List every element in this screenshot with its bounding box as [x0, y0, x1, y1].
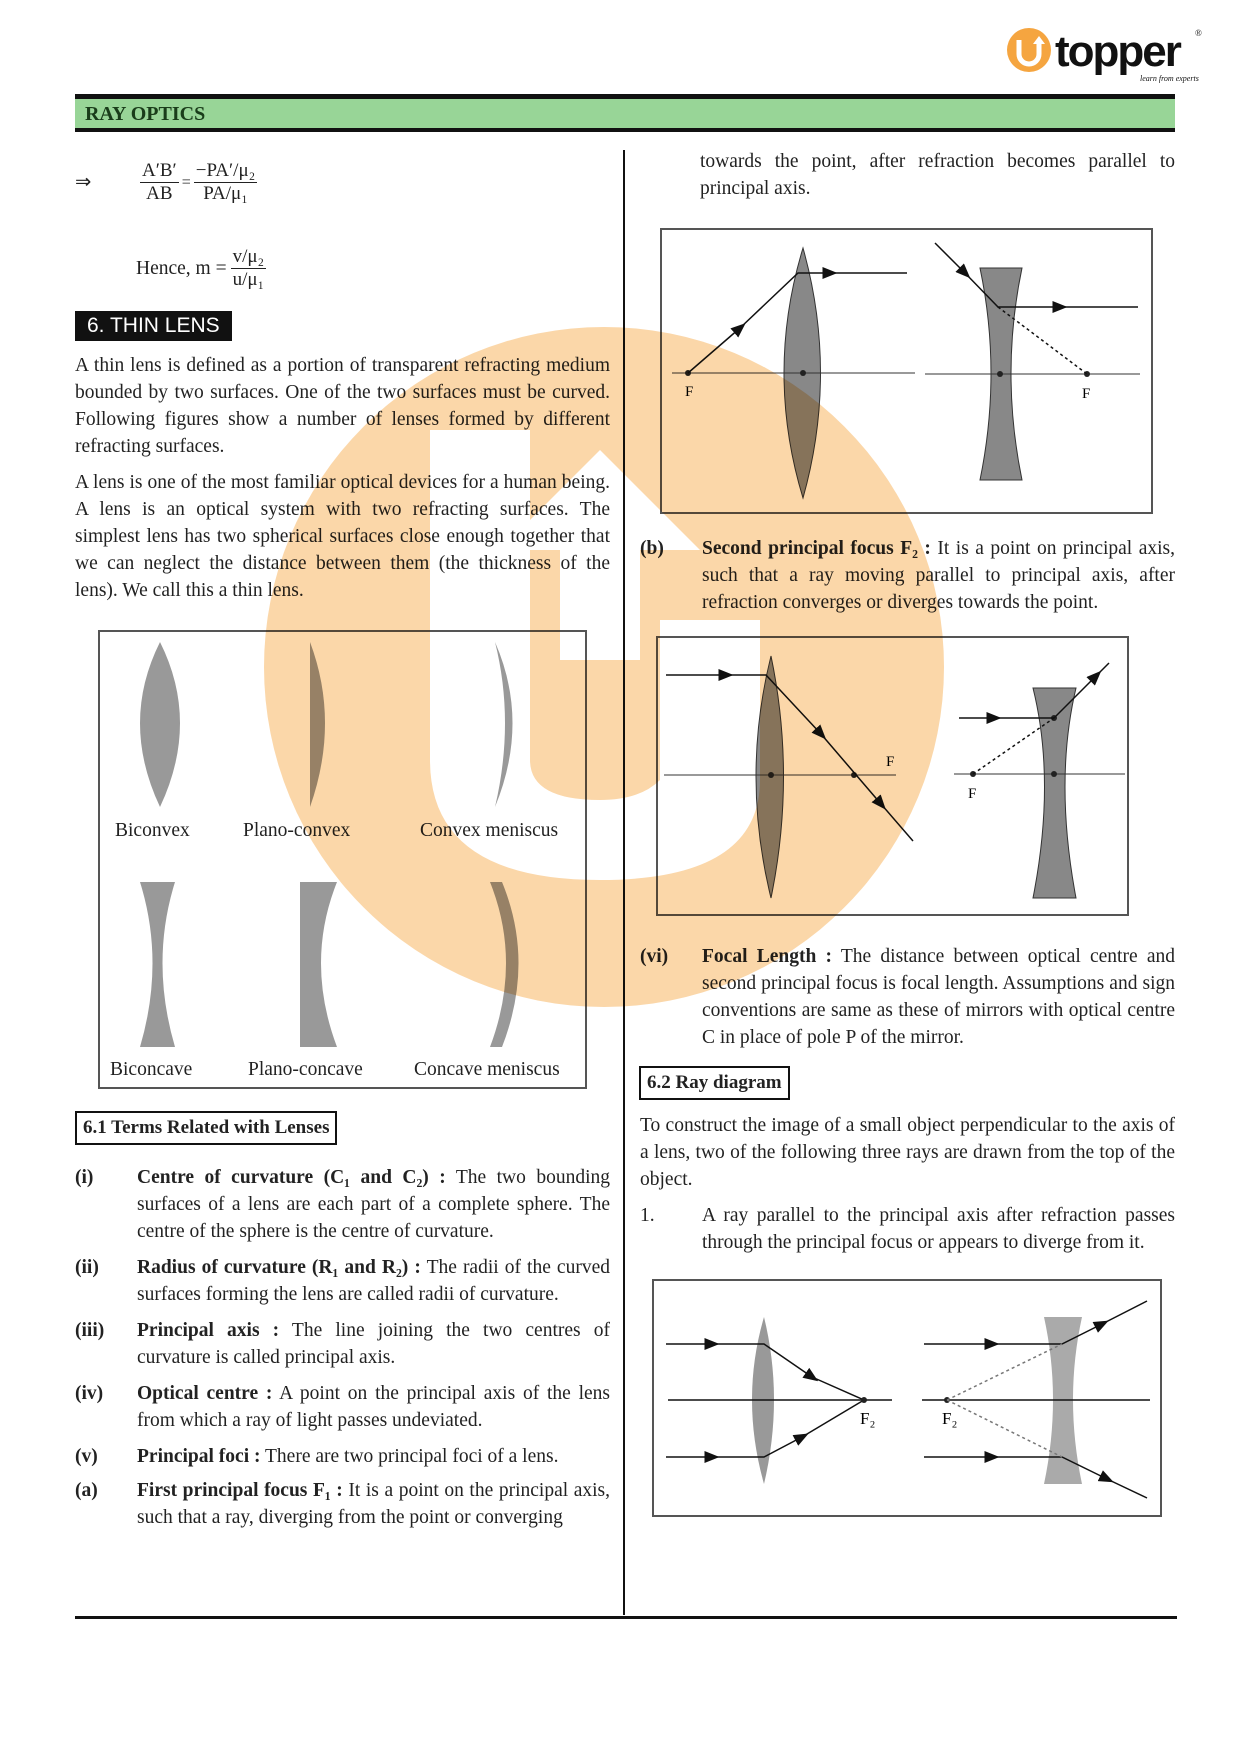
section-heading-ray-diagram: 6.2 Ray diagram — [639, 1066, 790, 1100]
section-heading-terms: 6.1 Terms Related with Lenses — [75, 1111, 337, 1145]
svg-text:®: ® — [1195, 28, 1202, 38]
item-key: (b) — [640, 538, 664, 559]
term-title: Second principal focus F₂ : — [702, 538, 931, 559]
denominator: AB — [146, 183, 173, 204]
lens-label: Plano-concave — [248, 1059, 363, 1080]
lens-label: Convex meniscus — [420, 820, 559, 841]
implies-symbol: ⇒ — [75, 172, 92, 193]
list-item — [75, 1443, 610, 1470]
lens-label: Concave meniscus — [414, 1059, 560, 1080]
term-text: The line joining the two centres of curvature is called principal axis. — [137, 1320, 610, 1368]
focus-label: F — [886, 754, 895, 770]
list-item — [75, 1317, 610, 1371]
chapter-title: RAY OPTICS — [85, 103, 206, 125]
lens-shapes — [100, 632, 585, 1087]
formula-magnification-ratio — [75, 160, 257, 205]
equals: = — [181, 173, 191, 191]
term-text: There are two principal foci of a lens. — [260, 1446, 559, 1467]
biconcave-lens-icon — [140, 882, 175, 1047]
item-key: (v) — [75, 1446, 98, 1467]
formula-magnification — [136, 246, 266, 291]
second-focus-figure — [656, 636, 1129, 916]
numerator: A′B′ — [142, 160, 177, 181]
term-title: Principal foci : — [137, 1446, 261, 1467]
svg-text:learn from experts: learn from experts — [1140, 74, 1199, 83]
term-title: Centre of curvature (C₁ and C₂) : — [137, 1167, 446, 1188]
focus-label: F — [1082, 386, 1091, 402]
paragraph: towards the point, after refraction becomes parallel to principal axis. — [700, 151, 1175, 199]
formula-prefix: Hence, m = — [136, 258, 227, 279]
lens-label: Biconvex — [115, 820, 190, 841]
list-item — [640, 535, 1175, 616]
list-item — [640, 943, 1175, 1051]
list-item — [75, 1164, 610, 1245]
lens-types-figure — [98, 630, 587, 1089]
term-text: The two bounding surfaces of a lens are each part of a complete sphere. The centre of the sphere is the centre of curvature. — [137, 1167, 610, 1242]
concave-meniscus-lens-icon — [490, 882, 519, 1047]
biconvex-lens-icon — [140, 642, 180, 807]
denominator: u/μ₁ — [232, 269, 265, 290]
term-text: A point on the principal axis of the lens from which a ray of light passes undeviated. — [137, 1383, 610, 1431]
focus-label: F₂ — [860, 1409, 876, 1428]
item-key: 1. — [640, 1205, 655, 1226]
term-text: It is a point on the principal axis, such that a ray, diverging from the point or converging — [137, 1480, 611, 1528]
list-item — [640, 1202, 1175, 1256]
numerator: −PA′/μ₂ — [195, 160, 256, 181]
lens-label: Plano-convex — [243, 820, 351, 841]
paragraph: A thin lens is defined as a portion of transparent refracting medium bounded by two surfaces. One of the two surfaces must be curved. Following figures show a number of lenses formed by different refracting surfaces. — [75, 355, 610, 457]
terms-list — [75, 1164, 610, 1531]
term-text: The distance between optical centre and second principal focus is focal length. Assumptions and sign conventions are same as these of mirrors with optical centre C in place of pole P of the mirror. — [702, 946, 1175, 1048]
first-focus-figure — [660, 228, 1153, 514]
item-key: (i) — [75, 1167, 94, 1188]
focus-label: F₂ — [942, 1409, 958, 1428]
term-title: First principal focus F₁ : — [137, 1480, 343, 1501]
item-key: (iv) — [75, 1383, 104, 1404]
term-title: Optical centre : — [137, 1383, 273, 1404]
item-key: (ii) — [75, 1257, 99, 1278]
svg-text:topper: topper — [1055, 27, 1180, 76]
term-text: It is a point on principal axis, such that a ray moving parallel to principal axis, after refraction converges or diverges towards the point. — [702, 538, 1175, 613]
term-title: Radius of curvature (R₁ and R₂) : — [137, 1257, 421, 1278]
item-text: A ray parallel to the principal axis after refraction passes through the principal focus or appears to diverge from it. — [702, 1205, 1175, 1253]
term-text: The radii of the curved surfaces forming the lens are called radii of curvature. — [137, 1257, 610, 1305]
denominator: PA/μ₁ — [203, 183, 248, 204]
focus-label: F — [968, 786, 977, 802]
chapter-header — [75, 94, 1175, 132]
lens-label: Biconcave — [110, 1059, 193, 1080]
item-key: (iii) — [75, 1320, 105, 1341]
list-item — [75, 1380, 610, 1434]
convex-meniscus-lens-icon — [495, 642, 513, 807]
topper-logo — [1005, 26, 1205, 86]
paragraph: To construct the image of a small object perpendicular to the axis of a lens, two of the following three rays are drawn from the top of the object. — [640, 1115, 1175, 1190]
item-key: (a) — [75, 1480, 98, 1501]
plano-convex-lens-icon — [310, 642, 325, 807]
plano-concave-lens-icon — [300, 882, 337, 1047]
ray-diagram-figure — [652, 1279, 1162, 1517]
list-item — [75, 1254, 610, 1308]
column-divider — [623, 150, 625, 1615]
numerator: v/μ₂ — [232, 246, 265, 267]
paragraph: A lens is one of the most familiar optical devices for a human being. A lens is an optical system with two refracting surfaces. The simplest lens has two spherical surfaces close enough together that we can neglect the distance between them (the thickness of the lens). We call this a thin lens. — [75, 472, 610, 601]
focus-label: F — [685, 384, 694, 400]
term-title: Principal axis : — [137, 1320, 280, 1341]
section-heading-thin-lens: 6. THIN LENS — [75, 311, 232, 341]
footer-rule — [75, 1616, 1177, 1619]
term-title: Focal Length : — [702, 946, 833, 967]
list-item — [75, 1477, 610, 1531]
item-key: (vi) — [640, 946, 669, 967]
